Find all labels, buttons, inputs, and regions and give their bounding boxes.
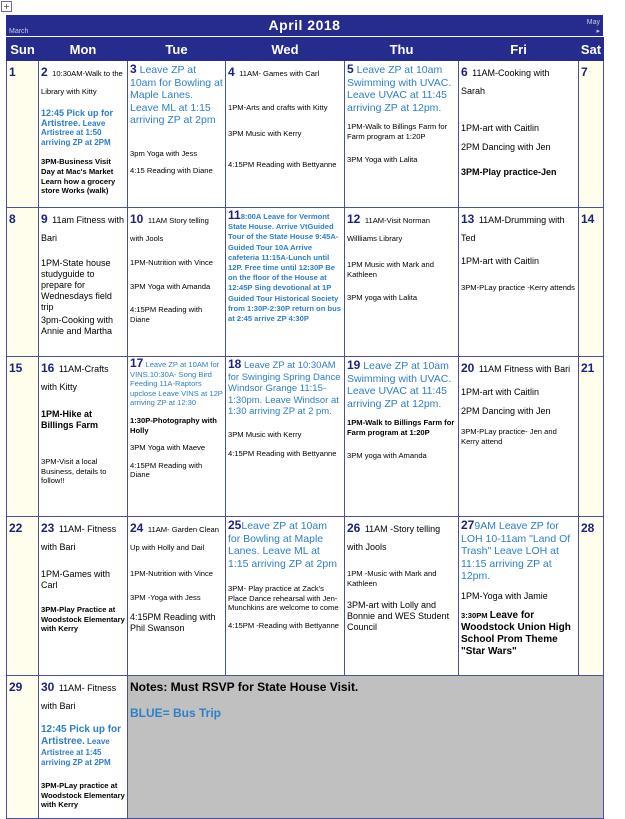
- day-cell[interactable]: [459, 357, 579, 517]
- week-row: [7, 676, 604, 819]
- day-cell[interactable]: [39, 208, 128, 357]
- event: 3PM Music with Kerry: [228, 429, 302, 439]
- day-number: 11: [228, 208, 241, 222]
- day-cell[interactable]: [39, 517, 128, 676]
- month-title: April 2018: [268, 17, 341, 33]
- prev-month-link[interactable]: March: [9, 28, 29, 35]
- day-cell[interactable]: [345, 61, 459, 208]
- event: Leave ZP at 10AM for VINS.10:30A- Song Bird Feeding 11A-Raptors upclose Leave VINS at 12P arriving ZP at 12:30: [130, 360, 223, 408]
- day-cell[interactable]: [128, 208, 226, 357]
- event: 3PM-PLay practice at Woodstock Elementary with Kerry: [41, 781, 125, 810]
- day-cell[interactable]: [7, 61, 39, 208]
- event: 3:30PM: [461, 610, 488, 620]
- event: 3PM-Play Practice at Woodstock Elementary with Kerry: [41, 605, 125, 634]
- event: Leave ZP at 10am Swimming with UVAC. Leave UVAC at 11:45 arriving ZP at 12pm.: [347, 360, 452, 410]
- day-cell[interactable]: [579, 517, 604, 676]
- event: 3PM Yoga with Maeve: [130, 443, 206, 453]
- event: 9AM Leave ZP for LOH 10-11am "Land Of Trash" Leave LOH at 11:15 arriving ZP at 12pm.: [461, 520, 571, 582]
- event: 1PM-Hike at Billings Farm: [41, 409, 99, 430]
- day-cell[interactable]: [226, 517, 345, 676]
- day-number: 1: [9, 65, 16, 79]
- day-cell[interactable]: [128, 357, 226, 517]
- day-cell[interactable]: [128, 61, 226, 208]
- event: 1PM-Games with Carl: [41, 569, 111, 590]
- weekday-sun: Sun: [7, 38, 39, 61]
- weekday-mon: Mon: [39, 38, 128, 61]
- weekday-header-row: [7, 38, 604, 61]
- event: Leave ZP at 10am Swimming with UVAC. Leave UVAC at 11:45 arriving ZP at 12pm.: [347, 64, 452, 114]
- weekday-fri: Fri: [459, 38, 579, 61]
- day-cell[interactable]: [7, 208, 39, 357]
- event: 3PM Music with Kerry: [228, 128, 302, 138]
- event: 4:15PM Reading with Bettyanne: [228, 449, 337, 459]
- event: 1PM-art with Caitlin: [461, 387, 540, 397]
- event: 1PM -Music with Mark and Kathleen: [347, 569, 437, 588]
- day-cell[interactable]: [128, 517, 226, 676]
- day-cell[interactable]: [39, 61, 128, 208]
- event: 1PM-art with Caitlin: [461, 256, 540, 266]
- day-number: 8: [9, 212, 16, 226]
- event: Leave Artistree at 1:45 arriving ZP at 2PM: [41, 737, 111, 767]
- event: 3PM yoga with Amanda: [347, 451, 427, 461]
- expand-icon[interactable]: +: [1, 1, 12, 12]
- event: 3PM- Play practice at Zack's Place Dance rehearsal with Jen- Munchkins are welcome to come: [228, 584, 339, 613]
- event: 11AM Story telling with Jools: [130, 216, 209, 243]
- week-row: [7, 208, 604, 357]
- event: 1PM-Walk to Billings Farm for Farm program at 1:20P: [347, 418, 455, 437]
- event: 1PM-Nutrition with Vince: [130, 258, 214, 267]
- day-number: 9: [41, 212, 48, 226]
- event: 11AM-Drumming with Ted: [461, 215, 565, 243]
- day-number: 15: [9, 361, 23, 375]
- day-cell[interactable]: [226, 61, 345, 208]
- day-number: 27: [461, 518, 475, 532]
- day-number: 2: [41, 65, 48, 79]
- event: 4:15PM Reading with Bettyanne: [228, 160, 337, 170]
- day-cell[interactable]: [39, 676, 128, 819]
- day-number: 7: [581, 65, 588, 79]
- event: 4:15PM -Reading with Bettyanne: [228, 620, 340, 630]
- event: 3PM-Play practice-Jen: [461, 167, 557, 177]
- day-number: 23: [41, 521, 55, 535]
- day-number: 3: [130, 62, 137, 76]
- day-cell[interactable]: [39, 357, 128, 517]
- event: 11am Fitness with Bari: [41, 215, 124, 243]
- weekday-sat: Sat: [579, 38, 604, 61]
- weekday-wed: Wed: [226, 38, 345, 61]
- day-number: 18: [228, 357, 242, 371]
- day-number: 17: [130, 356, 144, 370]
- event: 11AM-Cooking with Sarah: [461, 68, 550, 96]
- day-cell[interactable]: [579, 208, 604, 357]
- event: 3PM Yoga with Amanda: [130, 281, 211, 291]
- event: 11AM- Games with Carl: [239, 69, 320, 78]
- weekday-thu: Thu: [345, 38, 459, 61]
- event: Leave Artistree at 1:50 arriving ZP at 2PM: [41, 118, 111, 147]
- day-number: 25: [228, 518, 242, 532]
- day-cell[interactable]: [7, 676, 39, 819]
- event: Leave ZP at 10:30AM for Swinging Spring Dance Windsor Grange 11:15-1:30pm. Leave Windsor at 1:30 arriving ZP at 2 pm.: [228, 360, 341, 417]
- event: 1PM-Arts and crafts with Kitty: [228, 103, 328, 112]
- bus-trip-legend: BLUE= Bus Trip: [130, 706, 222, 720]
- day-number: 16: [41, 361, 55, 375]
- day-number: 6: [461, 65, 468, 79]
- day-number: 4: [228, 65, 235, 79]
- day-cell[interactable]: [459, 517, 579, 676]
- event: 3PM-PLay practice -Kerry attends: [461, 283, 575, 292]
- day-cell[interactable]: [345, 357, 459, 517]
- calendar-grid: [6, 37, 604, 819]
- event: 3pm-Cooking with Annie and Martha: [41, 315, 114, 336]
- day-number: 21: [581, 361, 595, 375]
- next-month-label[interactable]: May: [586, 19, 600, 26]
- calendar-header: [6, 15, 603, 36]
- event: 11AM-Crafts with Kitty: [41, 364, 109, 392]
- event: 4:15PM Reading with Diane: [130, 460, 203, 480]
- day-number: 28: [581, 521, 595, 535]
- event: Leave ZP at 10am for Bowling at Maple Lanes. Leave ML at 1:15 arriving ZP at 2pm: [130, 64, 223, 126]
- event: 11AM- Garden Clean Up with Holly and Dail: [130, 525, 220, 552]
- week-row: [7, 61, 604, 208]
- event: 11AM -Story telling with Jools: [347, 524, 441, 552]
- event: 1PM-Walk to Billings Farm for Farm program at 1:20P: [347, 122, 448, 141]
- day-number: 10: [130, 212, 144, 226]
- day-number: 30: [41, 680, 55, 694]
- day-cell[interactable]: [579, 357, 604, 517]
- event: 1:30P-Photography with Holly: [130, 415, 217, 435]
- next-arrow-icon[interactable]: ▸: [596, 28, 600, 35]
- event: 11AM-Visit Norman Willliams Library: [347, 216, 430, 243]
- event: Leave ZP at 10am for Bowling at Maple Lanes. Leave ML at 1:15 arriving ZP at 2pm: [228, 520, 337, 570]
- event: 2PM Dancing with Jen: [461, 142, 551, 152]
- event: 3PM-Business Visit Day at Mac's Market Learn how a grocery store Works (walk): [41, 157, 116, 196]
- day-number: 19: [347, 358, 361, 372]
- event: 12:45 Pick up for Artistree.: [41, 724, 122, 747]
- event: 3PM yoga with Lalita: [347, 293, 418, 303]
- event: 10:30AM-Walk to the Library with Kitty: [41, 69, 123, 96]
- day-number: 14: [581, 212, 595, 226]
- day-number: 12: [347, 212, 361, 226]
- event: 1PM-Nutrition with Vince: [130, 569, 214, 578]
- event: Leave for Woodstock Union High School Prom Theme "Star Wars": [461, 609, 571, 657]
- day-cell[interactable]: [226, 208, 345, 357]
- week-row: [7, 357, 604, 517]
- weekday-tue: Tue: [128, 38, 226, 61]
- notes-title: Notes: Must RSVP for State House Visit.: [130, 680, 359, 694]
- next-month-link[interactable]: [587, 18, 600, 36]
- notes-panel: [128, 676, 604, 819]
- event: 4:15PM Reading with Diane: [130, 305, 203, 324]
- day-cell[interactable]: [7, 357, 39, 517]
- event: 12:45 Pick up for Artistree.: [41, 108, 114, 128]
- event: 11AM- Fitness with Bari: [41, 524, 117, 552]
- day-number: 13: [461, 212, 475, 226]
- day-number: 29: [9, 680, 23, 694]
- event: 3PM -Yoga with Jess: [130, 592, 201, 602]
- day-cell[interactable]: [345, 517, 459, 676]
- event: 1PM-State house studyguide to prepare for Wednesdays field trip: [41, 258, 112, 312]
- day-number: 22: [9, 521, 23, 535]
- day-cell[interactable]: [579, 61, 604, 208]
- event: 2PM Dancing with Jen: [461, 406, 551, 416]
- day-number: 20: [461, 361, 475, 375]
- day-cell[interactable]: [459, 208, 579, 357]
- week-row: [7, 517, 604, 676]
- event: 1PM-art with Caitlin: [461, 123, 540, 133]
- event: 11AM Fitness with Bari: [478, 364, 571, 374]
- day-cell[interactable]: [459, 61, 579, 208]
- day-cell[interactable]: [226, 357, 345, 517]
- day-number: 26: [347, 521, 361, 535]
- event: 4:15PM Reading with Phil Swanson: [130, 612, 216, 634]
- event: 3pm Yoga with Jess: [130, 148, 198, 158]
- event: 3PM-PLay practice- Jen and Kerry attend: [461, 427, 557, 446]
- day-cell[interactable]: [345, 208, 459, 357]
- event: 3PM Yoga with Lalita: [347, 155, 418, 165]
- event: 3PM-Visit a local Business, details to follow!!: [41, 457, 107, 486]
- event: 1PM Music with Mark and Kathleen: [347, 260, 434, 279]
- event: 8:00A Leave for Vermont State House. Arrive VtGuided Tour of the State House 9:45A- Guided Tour 10A Arrive cafeteria 11:15A-Lunch until 12P. Free time until 12:30P Be on the floor of the House at 12:45P Sing devotional at 1P Guided Tour Historical Society from 1:30P-2:30P return on bus at 2:45 arrive ZP 4:30P: [228, 212, 341, 324]
- day-number: 5: [347, 62, 354, 76]
- event: 11AM- Fitness with Bari: [41, 683, 117, 711]
- event: 3PM-art with Lolly and Bonnie and WES Student Council: [347, 600, 450, 633]
- event: 4:15 Reading with Diane: [130, 166, 213, 176]
- day-number: 24: [130, 521, 144, 535]
- day-cell[interactable]: [7, 517, 39, 676]
- event: 1PM-Yoga with Jamie: [461, 590, 548, 601]
